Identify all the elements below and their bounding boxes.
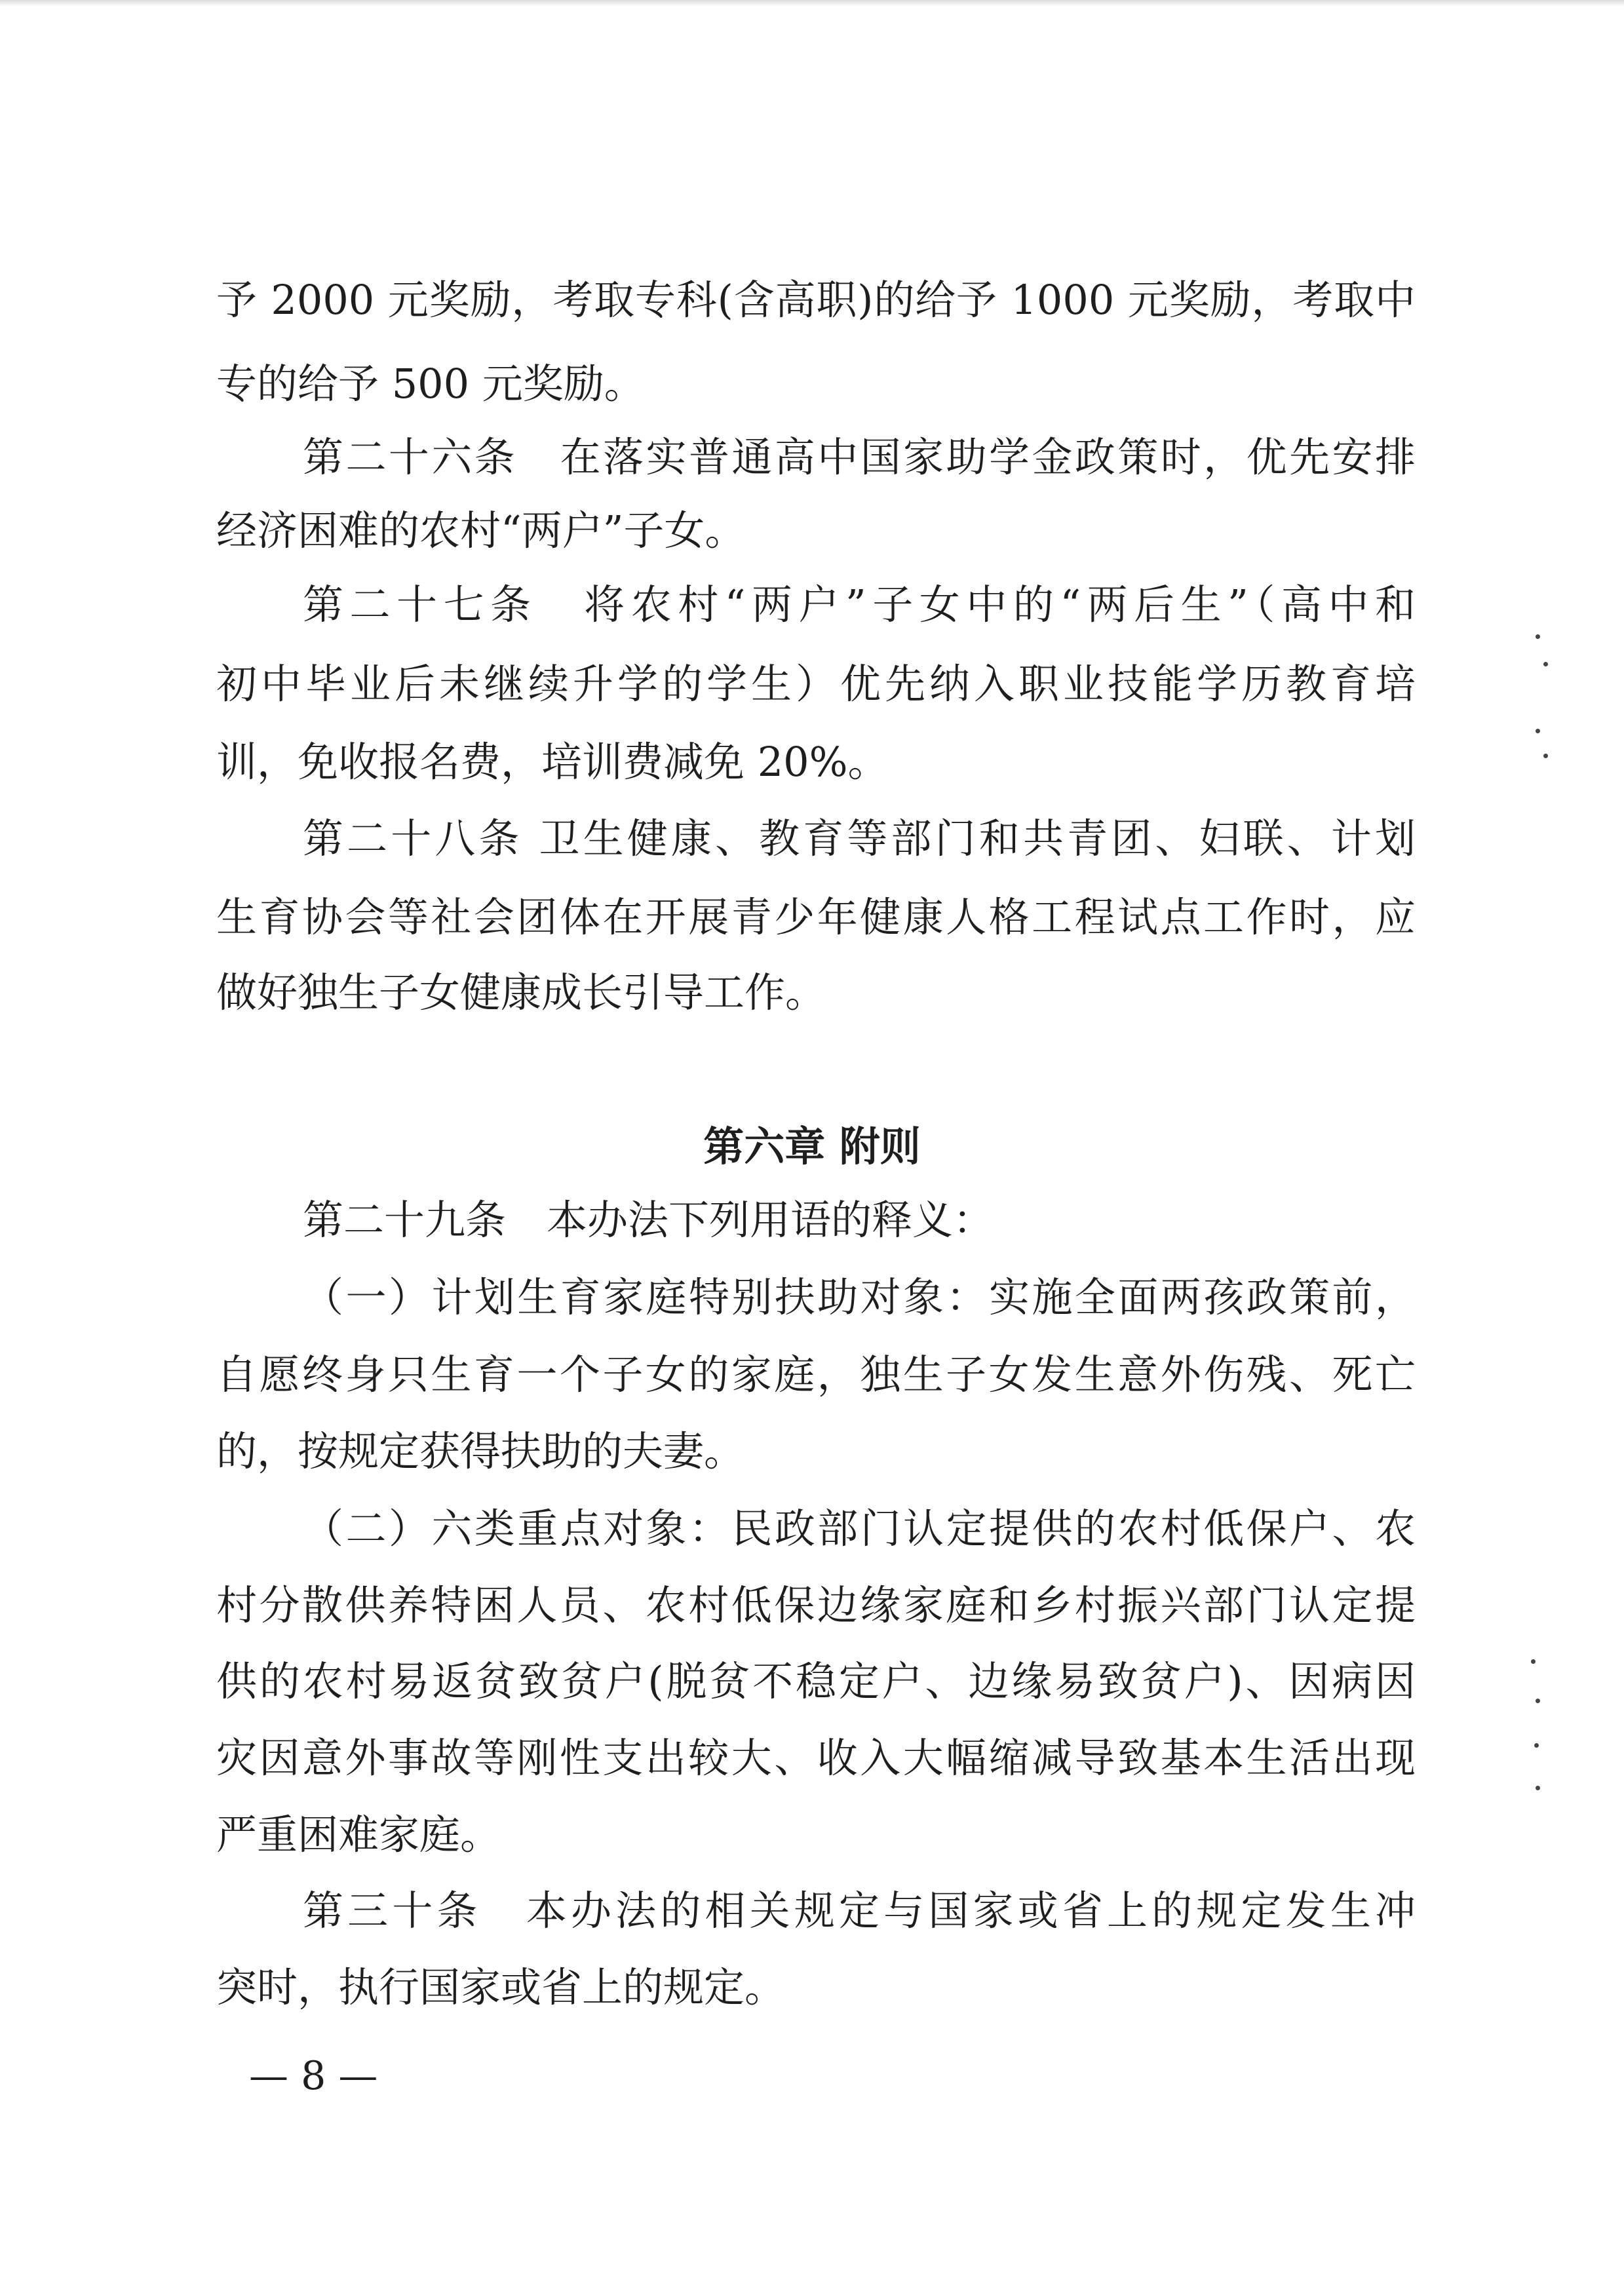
scan-speck: [1543, 754, 1548, 758]
article-29-line: 第二十九条 本办法下列用语的释义：: [303, 1196, 994, 1244]
text-line: 生育协会等社会团体在开展青少年健康人格工程试点工作时，应: [216, 893, 1416, 941]
text-line: 经济困难的农村“两户”子女。: [216, 507, 746, 554]
text-line: 训，免收报名费，培训费减免 20%。: [216, 738, 889, 786]
text-line: 予 2000 元奖励，考取专科(含高职)的给予 1000 元奖励，考取中: [216, 276, 1416, 324]
article-26-line: 第二十六条 在落实普通高中国家助学金政策时，优先安排: [303, 433, 1416, 481]
article-30-line: 第三十条 本办法的相关规定与国家或省上的规定发生冲: [303, 1887, 1416, 1934]
page-number: — 8 —: [249, 2053, 378, 2099]
scan-speck: [1531, 1659, 1536, 1664]
text-line: 的，按规定获得扶助的夫妻。: [216, 1427, 745, 1475]
text-line: 自愿终身只生育一个子女的家庭，独生子女发生意外伤残、死亡: [216, 1351, 1416, 1398]
scan-speck: [1536, 1699, 1540, 1703]
scan-speck: [1543, 662, 1548, 666]
article-28-line: 第二十八条 卫生健康、教育等部门和共青团、妇联、计划: [303, 815, 1416, 862]
chapter-heading: 第六章 附则: [703, 1123, 921, 1170]
article-27-line: 第二十七条 将农村“两户”子女中的“两后生”（高中和: [303, 581, 1416, 628]
scan-speck: [1536, 729, 1540, 733]
text-line: 突时，执行国家或省上的规定。: [216, 1963, 786, 2011]
scan-speck: [1536, 634, 1540, 639]
text-line: 初中毕业后未继续升学的学生）优先纳入职业技能学历教育培: [216, 660, 1416, 708]
scan-speck: [1534, 1743, 1539, 1748]
text-line: 村分散供养特困人员、农村低保边缘家庭和乡村振兴部门认定提: [216, 1581, 1416, 1629]
text-line: 灾因意外事故等刚性支出较大、收入大幅缩减导致基本生活出现: [216, 1734, 1416, 1782]
scan-speck: [1536, 1786, 1540, 1790]
scan-top-edge: [0, 0, 1624, 7]
text-line: 专的给予 500 元奖励。: [216, 360, 645, 408]
text-line: 严重困难家庭。: [216, 1811, 501, 1858]
text-line: 供的农村易返贫致贫户(脱贫不稳定户、边缘易致贫户)、因病因: [216, 1657, 1416, 1705]
definition-2-line: （二）六类重点对象：民政部门认定提供的农村低保户、农: [303, 1505, 1416, 1552]
definition-1-line: （一）计划生育家庭特别扶助对象：实施全面两孩政策前，: [303, 1273, 1416, 1321]
text-line: 做好独生子女健康成长引导工作。: [216, 969, 826, 1016]
